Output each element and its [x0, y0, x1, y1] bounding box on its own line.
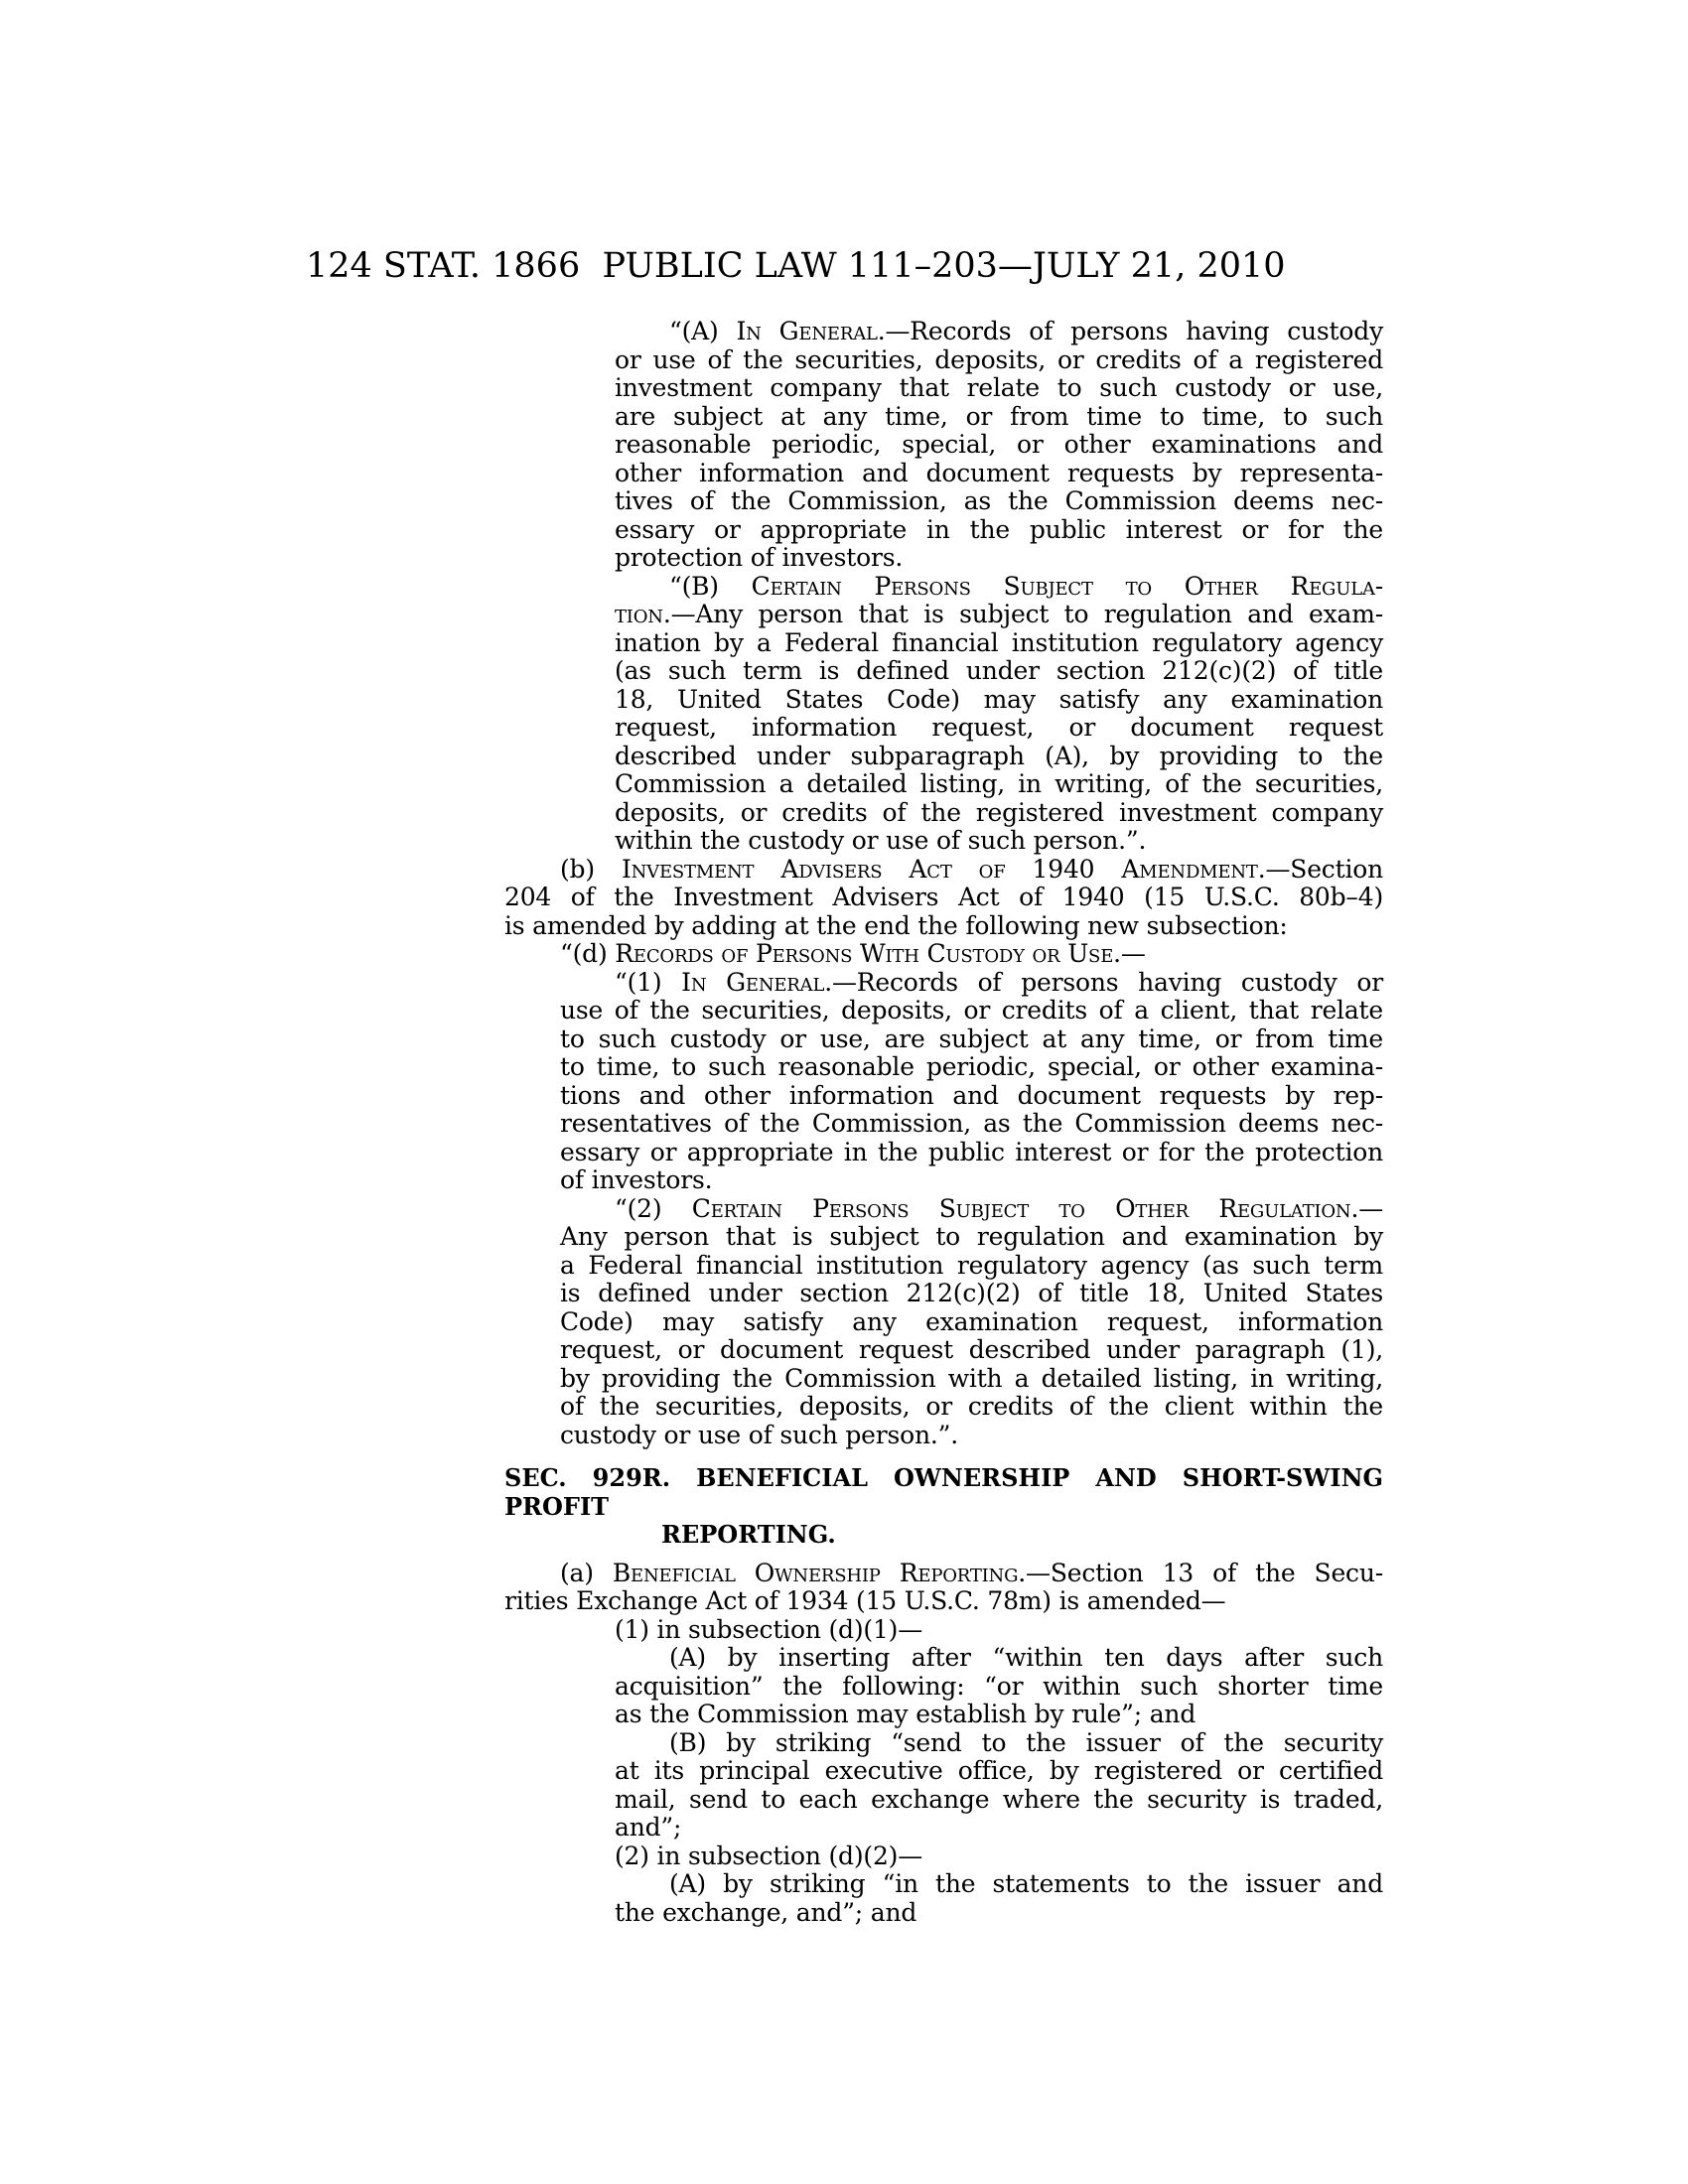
text-segment: protection of investors. — [615, 543, 904, 572]
text-segment: (B) by striking “send to the issuer of the security — [669, 1727, 1383, 1757]
text-segment: or use of the securities, deposits, or credits of a registered — [615, 344, 1383, 374]
text-line — [504, 1729, 1383, 1758]
text-segment: at its principal executive office, by registered or certified — [615, 1756, 1383, 1785]
text-segment: resentatives of the Commission, as the Commission deems nec- — [560, 1109, 1383, 1138]
text-segment: of investors. — [560, 1165, 713, 1194]
text-segment: 204 of the Investment Advisers Act of 1940 (15 U.S.C. 80b–4) — [504, 883, 1383, 911]
text-line — [504, 1757, 1383, 1786]
text-segment: to such custody or use, are subject at any time, or from time — [560, 1024, 1383, 1053]
text-segment: (A) by inserting after “within ten days after such — [669, 1643, 1383, 1672]
text-line — [504, 1393, 1383, 1422]
text-line — [504, 1252, 1383, 1281]
text-segment: of the securities, deposits, or credits of the client within the — [560, 1392, 1383, 1421]
text-line — [504, 1786, 1383, 1815]
text-segment: to time, to such reasonable periodic, special, or other examina- — [560, 1052, 1383, 1081]
text-line — [504, 743, 1383, 771]
text-segment: (2) in subsection (d)(2)— — [615, 1841, 923, 1870]
text-line — [504, 601, 1383, 629]
text-segment: within the custody or use of such person.”. — [615, 826, 1147, 855]
text-segment: is amended by adding at the end the following new subsection: — [504, 910, 1288, 940]
text-line — [504, 1195, 1383, 1224]
small-caps-text: Beneficial Ownership Reporting — [612, 1558, 1019, 1587]
text-line — [504, 1166, 1383, 1195]
text-line — [504, 1616, 1383, 1645]
text-line — [504, 1899, 1383, 1928]
text-line — [504, 969, 1383, 998]
text-line — [504, 1139, 1383, 1167]
text-segment: is defined under section 212(c)(2) of title 18, United States — [560, 1279, 1383, 1307]
text-line — [504, 884, 1383, 912]
small-caps-text: In General — [736, 317, 878, 345]
text-line — [504, 1053, 1383, 1082]
text-segment: are subject at any time, or from time to time, to such — [615, 401, 1383, 431]
text-segment: tions and other information and document requests by rep- — [560, 1080, 1383, 1110]
text-line — [504, 657, 1383, 686]
text-line — [504, 1336, 1383, 1365]
text-line — [504, 487, 1383, 516]
text-segment: Commission a detailed listing, in writing, of the securities, — [615, 769, 1383, 798]
bold-text: SEC. 929R. BENEFICIAL OWNERSHIP AND SHORT-SWING PROFIT — [504, 1463, 1383, 1521]
text-line — [504, 1110, 1383, 1139]
text-segment: request, information request, or document request — [615, 713, 1383, 742]
text-line — [504, 770, 1383, 799]
text-line — [504, 1082, 1383, 1111]
text-line — [504, 516, 1383, 545]
text-segment: request, or document request described under paragraph (1), — [560, 1335, 1383, 1364]
text-segment: rities Exchange Act of 1934 (15 U.S.C. 78m) is amended— — [504, 1586, 1226, 1615]
text-segment: .—Section 13 of the Secu- — [1018, 1558, 1383, 1587]
text-line — [504, 856, 1383, 885]
text-line — [504, 997, 1383, 1025]
text-segment: use of the securities, deposits, or credits of a client, that relate — [560, 996, 1383, 1024]
text-line — [504, 1673, 1383, 1702]
text-line — [504, 403, 1383, 432]
text-segment: .—Records of persons having custody — [877, 317, 1383, 345]
stat-page-number: 124 STAT. 1866 — [306, 246, 581, 286]
text-segment: reasonable periodic, special, or other examinations and — [615, 430, 1383, 459]
text-line — [504, 1843, 1383, 1871]
text-line — [504, 940, 1383, 969]
text-segment: “(d) — [560, 939, 616, 968]
small-caps-text: Certain Persons Subject to Other Regula- — [751, 571, 1383, 601]
text-line — [504, 799, 1383, 828]
text-segment: “(B) — [669, 571, 752, 601]
text-segment: as the Commission may establish by rule”; and — [615, 1700, 1196, 1728]
text-segment: (a) — [560, 1558, 613, 1587]
text-line — [504, 1587, 1383, 1616]
text-segment: acquisition” the following: “or within such shorter time — [615, 1671, 1383, 1701]
small-caps-text: In General — [681, 967, 825, 997]
text-segment: .—Section — [1257, 854, 1383, 884]
text-segment: mail, send to each exchange where the security is traded, — [615, 1784, 1383, 1814]
text-segment: investment company that relate to such custody or use, — [615, 373, 1383, 402]
text-segment: .—Records of persons having custody or — [824, 967, 1383, 997]
small-caps-text: Certain Persons Subject to Other Regulation — [691, 1193, 1351, 1223]
text-line — [504, 1464, 1383, 1521]
document-body — [504, 318, 1383, 1927]
text-line — [504, 460, 1383, 488]
text-segment: .— — [1350, 1193, 1384, 1223]
text-segment: Code) may satisfy any examination request, information — [560, 1306, 1383, 1336]
text-segment: Any person that is subject to regulation and examination by — [560, 1222, 1383, 1251]
text-line — [504, 629, 1383, 658]
text-line — [504, 827, 1383, 856]
text-segment: “(A) — [669, 317, 737, 345]
text-segment: (1) in subsection (d)(1)— — [615, 1614, 923, 1644]
text-segment: .— — [1113, 939, 1146, 968]
text-segment: and”; — [615, 1813, 682, 1842]
text-line — [504, 1521, 1383, 1550]
text-line — [504, 1701, 1383, 1729]
text-line — [504, 1280, 1383, 1308]
text-segment: a Federal financial institution regulatory agency (as such term — [560, 1250, 1383, 1280]
text-line — [504, 714, 1383, 743]
text-line — [504, 544, 1383, 573]
text-segment: (b) — [560, 854, 622, 884]
text-segment: described under subparagraph (A), by providing to the — [615, 741, 1383, 770]
text-segment: the exchange, and”; and — [615, 1897, 917, 1927]
law-header-title: PUBLIC LAW 111–203—JULY 21, 2010 — [602, 246, 1286, 286]
text-line — [504, 318, 1383, 346]
text-line — [504, 1560, 1383, 1588]
small-caps-text: Investment Advisers Act of 1940 Amendment — [621, 854, 1258, 884]
text-segment: 18, United States Code) may satisfy any examination — [615, 684, 1383, 714]
bold-text: REPORTING. — [661, 1520, 836, 1549]
text-line — [504, 1644, 1383, 1673]
text-segment: other information and document requests by representa- — [615, 458, 1383, 487]
text-line — [504, 1223, 1383, 1252]
text-segment: “(1) — [615, 967, 682, 997]
text-segment: .—Any person that is subject to regulation and exam- — [662, 600, 1383, 628]
text-line — [504, 1870, 1383, 1899]
text-segment: (A) by striking “in the statements to the issuer and — [669, 1869, 1383, 1898]
text-segment: “(2) — [615, 1193, 692, 1223]
text-segment: essary or appropriate in the public interest or for the protection — [560, 1137, 1383, 1166]
text-line — [504, 1422, 1383, 1450]
text-segment: custody or use of such person.”. — [560, 1420, 958, 1449]
text-line — [504, 374, 1383, 403]
small-caps-text: tion — [615, 600, 663, 628]
text-segment: tives of the Commission, as the Commission deems nec- — [615, 486, 1383, 515]
text-segment: essary or appropriate in the public interest or for the — [615, 514, 1383, 544]
text-line — [504, 686, 1383, 715]
text-line — [504, 346, 1383, 375]
text-line — [504, 1365, 1383, 1394]
text-line — [504, 1308, 1383, 1337]
text-line — [504, 1814, 1383, 1843]
text-line — [504, 573, 1383, 602]
text-segment: deposits, or credits of the registered investment company — [615, 797, 1383, 827]
small-caps-text: Records of Persons With Custody or Use — [615, 939, 1114, 968]
text-line — [504, 1025, 1383, 1054]
text-line — [504, 912, 1383, 941]
text-segment: ination by a Federal financial institution regulatory agency — [615, 627, 1383, 657]
text-line — [504, 431, 1383, 460]
text-segment: by providing the Commission with a detailed listing, in writing, — [560, 1363, 1383, 1393]
text-segment: (as such term is defined under section 212(c)(2) of title — [615, 656, 1383, 685]
